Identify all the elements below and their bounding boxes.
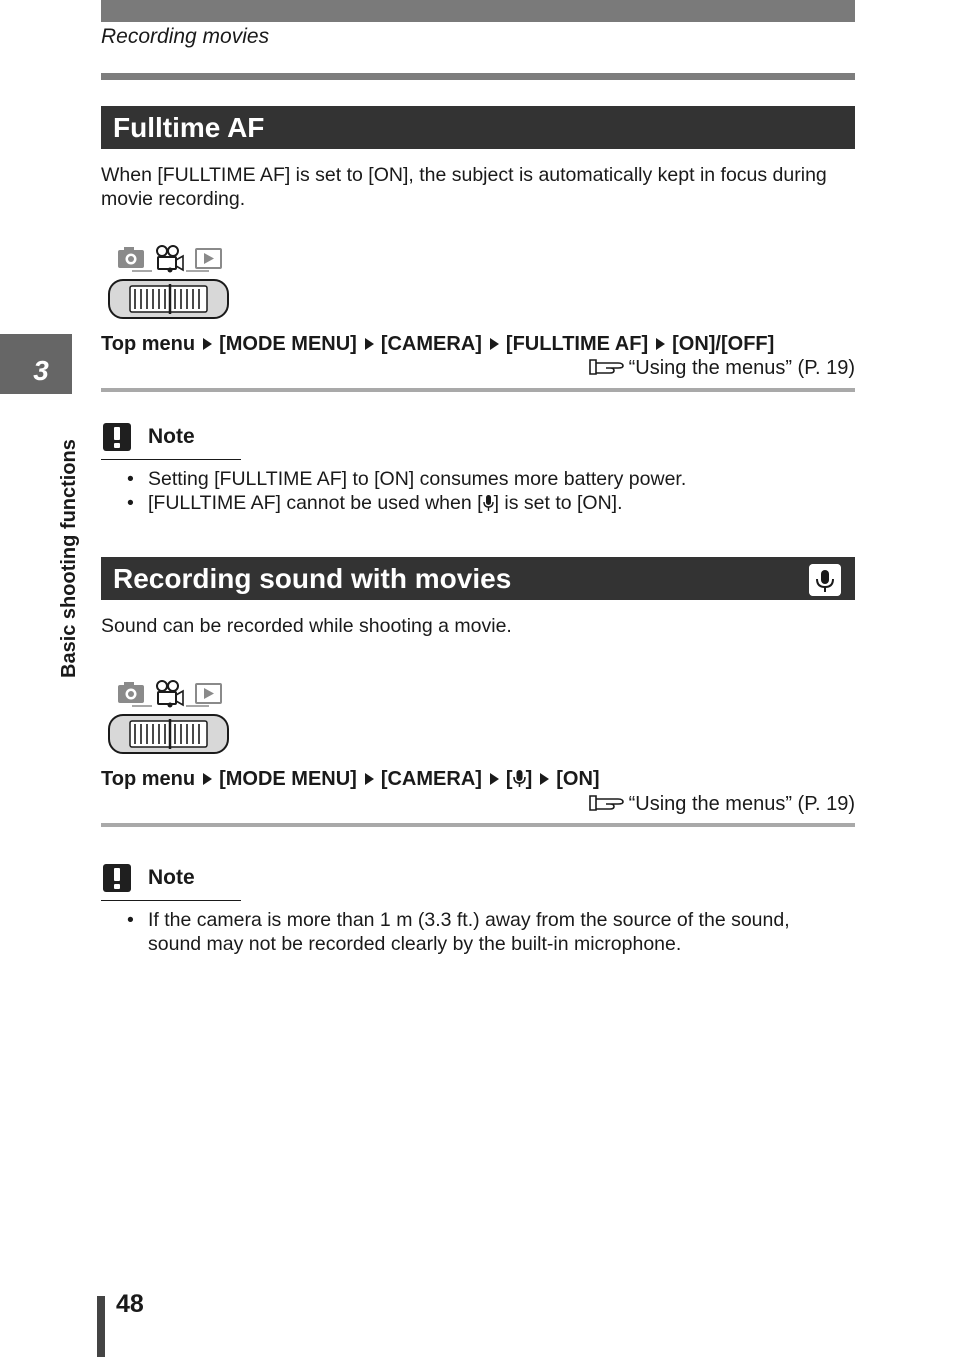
microphone-icon — [809, 564, 841, 596]
note-text: ] is set to [ON]. — [493, 492, 623, 514]
menu-mic-close: ] — [525, 768, 533, 790]
header-bar — [101, 0, 855, 22]
arrow-right-icon — [203, 773, 212, 785]
note-label: Note — [148, 425, 195, 448]
arrow-right-icon — [365, 338, 374, 350]
list-item: • If the camera is more than 1 m (3.3 ft.) away from the source of the sound, sound may not be recorded clearly by the built-in microphone. — [127, 908, 827, 956]
menu-path-sound — [101, 768, 861, 791]
menu-path-fulltime-af — [101, 333, 861, 356]
section1-body: When [FULLTIME AF] is set to [ON], the subject is automatically kept in focus during movie recording. — [101, 164, 827, 210]
header-rule — [101, 73, 855, 80]
reference-text: “Using the menus” (P. 19) — [628, 793, 855, 815]
page-number: 48 — [116, 1290, 144, 1318]
reference-text: “Using the menus” (P. 19) — [628, 357, 855, 379]
note-heading — [101, 864, 241, 901]
list-item: • Setting [FULLTIME AF] to [ON] consumes more battery power. — [127, 467, 847, 491]
note-text: [FULLTIME AF] cannot be used when [ — [148, 492, 483, 514]
menu-mic-open: [ — [505, 768, 513, 790]
arrow-right-icon — [490, 773, 499, 785]
microphone-icon — [513, 769, 526, 788]
page-marker — [97, 1296, 105, 1357]
chapter-number: 3 — [33, 355, 49, 386]
section-title-fulltime-af: Fulltime AF — [101, 106, 855, 149]
menu-mode-menu: [MODE MENU] — [219, 333, 357, 355]
running-head: Recording movies — [101, 25, 270, 48]
section1-rule — [101, 388, 855, 392]
microphone-icon — [483, 494, 494, 512]
menu-top: Top menu — [101, 768, 196, 790]
note-label: Note — [148, 866, 195, 889]
section2-body: Sound can be recorded while shooting a movie. — [101, 615, 512, 637]
menu-camera: [CAMERA] — [380, 768, 482, 790]
arrow-right-icon — [540, 773, 549, 785]
arrow-right-icon — [203, 338, 212, 350]
menu-fulltime-af: [FULLTIME AF] — [505, 333, 649, 355]
menu-on-off: [ON]/[OFF] — [672, 333, 775, 355]
section-title-recording-sound: Recording sound with movies — [101, 557, 855, 600]
reference-link — [588, 357, 855, 380]
arrow-right-icon — [490, 338, 499, 350]
exclamation-icon — [103, 423, 131, 451]
reference-link — [588, 793, 855, 816]
pointing-hand-icon — [588, 793, 626, 813]
chapter-label: Basic shooting functions — [58, 439, 80, 678]
menu-camera: [CAMERA] — [380, 333, 482, 355]
mode-dial-movie-icon — [106, 677, 231, 757]
menu-mode-menu: [MODE MENU] — [219, 768, 357, 790]
arrow-right-icon — [365, 773, 374, 785]
exclamation-icon — [103, 864, 131, 892]
mode-dial-movie-icon — [106, 242, 231, 322]
pointing-hand-icon — [588, 357, 626, 377]
menu-top: Top menu — [101, 333, 196, 355]
note-heading — [101, 423, 241, 460]
menu-on: [ON] — [556, 768, 600, 790]
section2-rule — [101, 823, 855, 827]
note-list — [127, 908, 827, 956]
note-list — [127, 467, 847, 515]
arrow-right-icon — [656, 338, 665, 350]
list-item — [127, 491, 847, 515]
